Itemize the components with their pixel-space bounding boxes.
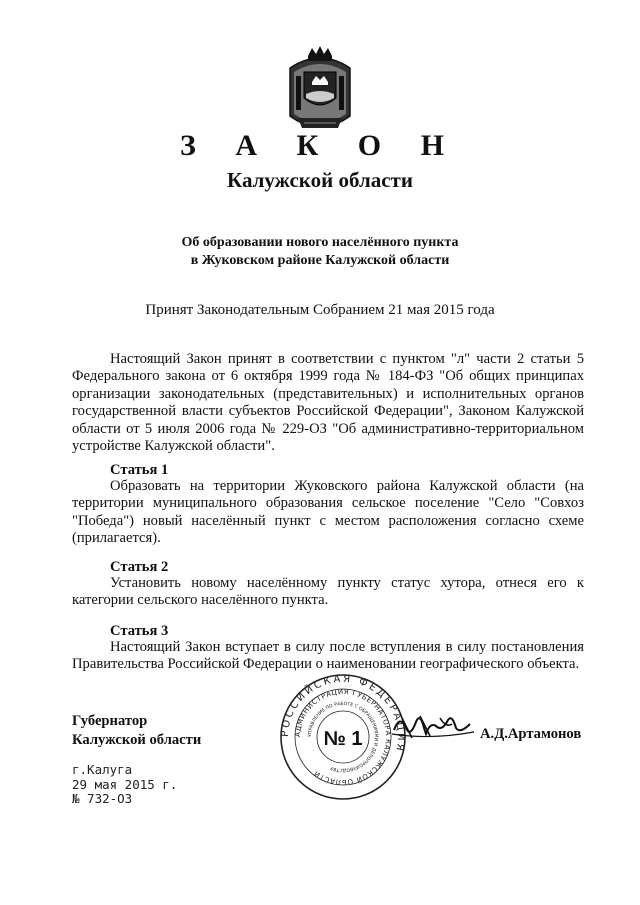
footer-number: № 732-ОЗ — [72, 791, 133, 806]
footer-date: 29 мая 2015 г. — [72, 776, 178, 792]
article-1-text: Образовать на территории Жуковского района Калужской области (на территории муниципального образования сельское поселение "Село "Совхоз "Победа") новый населённый пункт с местом расположения согласно схеме (прилагается). — [72, 478, 584, 547]
subject-line-2: в Жуковском районе Калужской области — [190, 253, 450, 268]
article-3-paragraph — [72, 639, 584, 674]
document-title: З А К О Н — [180, 129, 460, 162]
seal-number: № 1 — [323, 728, 363, 750]
article-3-text: Настоящий Закон вступает в силу после вступления в силу постановления Правительства Российской Федерации о наименовании географического объекта. — [72, 639, 584, 673]
document-subject — [0, 234, 640, 270]
adoption-note: Принят Законодательным Собранием 21 мая 2015 года — [145, 302, 495, 318]
position-line-1: Губернатор — [72, 713, 148, 729]
preamble-text: Настоящий Закон принят в соответствии с пунктом "л" части 2 статьи 5 Федерального закона от 6 октября 1999 года № 184-ФЗ "Об общих принципах организации законодательных (представительных) и исполнительных органов государственной власти субъектов Российской Федерации", Законом Калужской области от 5 июля 2006 года № 229-ОЗ "Об административно-территориальном устройстве Калужской области". — [72, 351, 584, 455]
article-1-paragraph — [72, 478, 584, 548]
document-region: Калужской области — [227, 168, 413, 192]
subject-line-1: Об образовании нового населённого пункта — [181, 235, 459, 250]
seal-inner-text: УПРАВЛЕНИЕ ПО РАБОТЕ С ОБРАЩЕНИЯМИ И ДЕЛОПРОИЗВОДСТВУ — [307, 701, 379, 773]
handwritten-signature-icon — [390, 704, 476, 748]
document-footer — [72, 763, 177, 807]
seal-middle-text: АДМИНИСТРАЦИЯ ГУБЕРНАТОРА КАЛУЖСКОЙ ОБЛАСТИ — [293, 687, 393, 787]
preamble-paragraph — [72, 351, 584, 455]
signatory-position — [72, 712, 201, 750]
official-seal-icon — [278, 672, 408, 802]
article-2-text: Установить новому населённому пункту статус хутора, отнеся его к категории сельского населённого пункта. — [72, 575, 584, 609]
coat-of-arms-icon — [284, 46, 356, 138]
article-2-heading: Статья 2 — [110, 559, 169, 575]
article-1-heading: Статья 1 — [110, 462, 169, 478]
article-2-paragraph — [72, 575, 584, 610]
footer-city: г.Калуга — [72, 762, 133, 777]
seal-outer-text: РОССИЙСКАЯ ФЕДЕРАЦИЯ — [279, 673, 407, 754]
article-3-heading: Статья 3 — [110, 623, 169, 639]
position-line-2: Калужской области — [72, 732, 202, 748]
signatory-name: А.Д.Артамонов — [480, 726, 582, 742]
